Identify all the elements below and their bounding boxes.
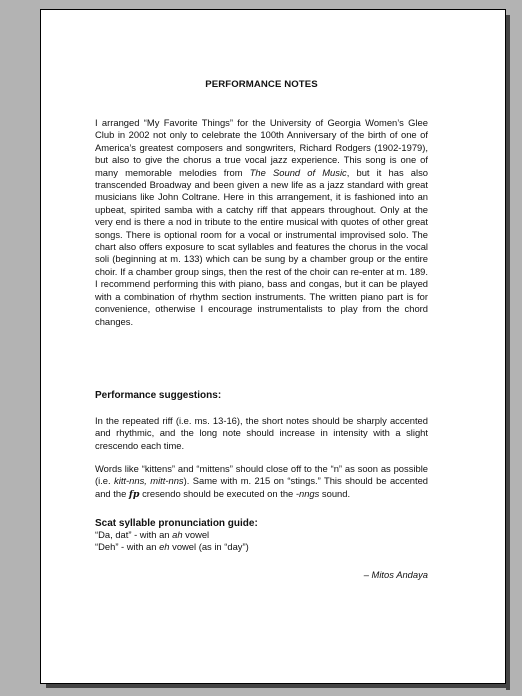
scat-line-1-vowel: ah — [172, 529, 183, 540]
scat-line-2-vowel: eh — [159, 541, 170, 553]
p2-text-a: Words like “kittens” and “mittens” should close off to the “n” as soon as possible (i.e. — [95, 463, 428, 487]
scat-guide-list — [95, 529, 428, 554]
document-page — [40, 9, 506, 684]
p2-italic-e: -nngs — [295, 487, 320, 499]
suggestions-paragraph-1: In the repeated riff (i.e. ms. 13-16), the short notes should be sharply accented and rhythmic, and the long note should increase in intensity with a slight crescendo each time. — [95, 415, 428, 451]
scat-line-1 — [95, 529, 428, 541]
intro-italic-title: The Sound of Music — [249, 166, 347, 178]
page-title: PERFORMANCE NOTES — [205, 79, 318, 90]
p2-text-d: cresendo should be executed on the — [139, 487, 296, 499]
scat-heading: Scat syllable pronunciation guide: — [95, 518, 258, 529]
p2-text-f: sound. — [319, 487, 351, 499]
intro-text-2: , but it has also transcended Broadway and been given a new life as a jazz standard with great musicians like John Coltrane. Here in this arrangement, it is fashioned into an upbeat, spirited samba with a catchy riff that appears throughout. Only at the very end is there a nod in tribute to the entire musical with quotes of other great songs. There is optional room for a vocal or instrumental improvised solo. The chart also offers exposure to scat syllables and features the chorus in the vocal soli (beginning at m. 133) which can be sung by a chamber group or the entire choir. If a chamber group sings, then the rest of the choir can re-enter at m. 189. I recommend performing this with piano, bass and congas, but it can be played with a combination of rhythm section instruments. The written piano part is for convenience, otherwise I encourage instrumentalists to play from the chord changes. — [95, 166, 428, 327]
fp-dynamic-mark: fp — [128, 488, 140, 500]
scat-line-1-c: vowel — [182, 529, 210, 540]
scat-line-1-a: “Da, dat” - with an — [95, 529, 173, 540]
scat-line-2 — [95, 541, 428, 553]
scat-line-2-c: vowel (as in “day”) — [169, 541, 249, 553]
intro-paragraph — [95, 117, 428, 328]
p2-italic-b: kitt-nns, mitt-nns — [114, 475, 184, 487]
page-shadow-bottom — [46, 684, 510, 688]
scat-line-2-a: “Deh” - with an — [95, 541, 160, 553]
page-shadow-right — [506, 15, 510, 690]
suggestions-paragraph-2 — [95, 463, 428, 501]
suggestions-heading: Performance suggestions: — [95, 390, 222, 401]
p2-text-c: ). Same with m. 215 on “stings.” This should be accented and the — [95, 475, 429, 499]
author-signature: – Mitos Andaya — [363, 569, 428, 580]
intro-text-1: I arranged “My Favorite Things” for the University of Georgia Women’s Glee Club in 2002 not only to celebrate the 100th Anniversary of the birth of one of America’s greatest composers and songwriters, Richard Rodgers (1902-1979), but also to give the chorus a true vocal jazz experience. This song is one of many memorable melodies from — [95, 117, 428, 178]
